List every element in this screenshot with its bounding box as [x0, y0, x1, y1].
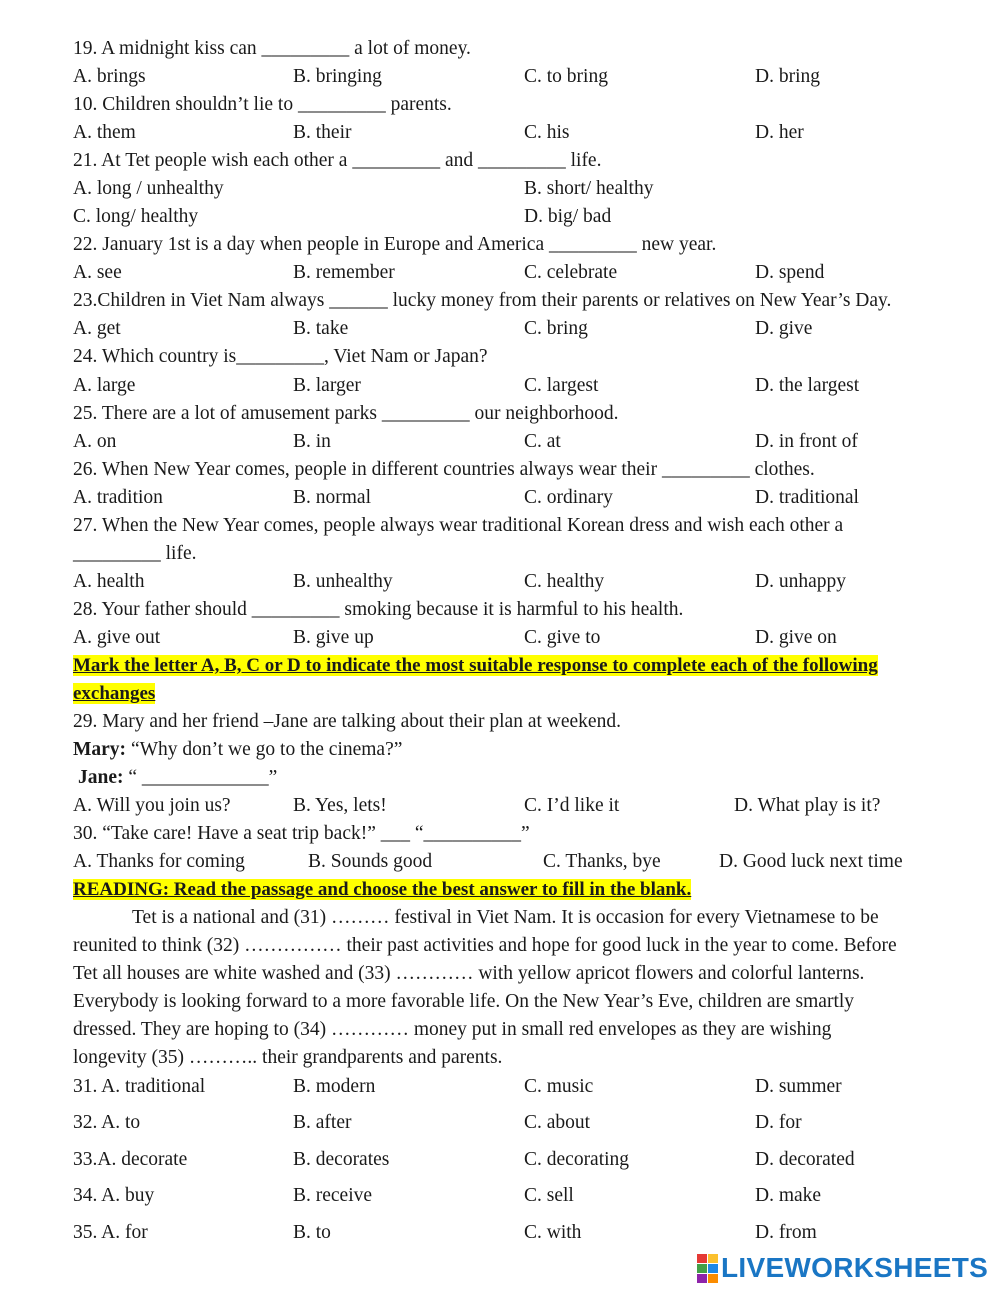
q23-option-a[interactable]: A. get	[73, 318, 121, 339]
passage-line-2: reunited to think (32) …………… their past activities and hope for good luck in the year to come. Before	[73, 935, 897, 956]
logo-cell	[697, 1264, 707, 1273]
passage-line-4: Everybody is looking forward to a more favorable life. On the New Year’s Eve, children are smartly	[73, 991, 855, 1012]
q22-option-b[interactable]: B. remember	[293, 262, 395, 283]
q32-option-c[interactable]: C. about	[524, 1112, 591, 1133]
q21-option-d[interactable]: D. big/ bad	[524, 206, 612, 227]
q19-option-b[interactable]: B. bringing	[293, 66, 382, 87]
q27-option-a[interactable]: A. health	[73, 571, 145, 592]
q33-option-a[interactable]: 33.A. decorate	[73, 1149, 188, 1170]
question-22-text: 22. January 1st is a day when people in Europe and America _________ new year.	[73, 234, 717, 255]
q26-option-d[interactable]: D. traditional	[755, 487, 859, 508]
q25-option-b[interactable]: B. in	[293, 431, 331, 452]
q32-option-d[interactable]: D. for	[755, 1112, 802, 1133]
q33-option-c[interactable]: C. decorating	[524, 1149, 630, 1170]
q21-option-c[interactable]: C. long/ healthy	[73, 206, 199, 227]
q21-option-b[interactable]: B. short/ healthy	[524, 178, 654, 199]
question-30-text: 30. “Take care! Have a seat trip back!” ___ “__________”	[73, 823, 530, 844]
passage-line-3: Tet all houses are white washed and (33) ………… with yellow apricot flowers and colorful lanterns.	[73, 963, 865, 984]
question-19-text: 19. A midnight kiss can _________ a lot of money.	[73, 38, 471, 59]
question-28-text: 28. Your father should _________ smoking because it is harmful to his health.	[73, 599, 684, 620]
q20-option-a[interactable]: A. them	[73, 122, 136, 143]
q34-option-a[interactable]: 34. A. buy	[73, 1185, 155, 1206]
question-21-text: 21. At Tet people wish each other a _________ and _________ life.	[73, 150, 602, 171]
question-27-text-cont: _________ life.	[73, 543, 197, 564]
q35-option-d[interactable]: D. from	[755, 1222, 817, 1243]
q27-option-c[interactable]: C. healthy	[524, 571, 605, 592]
q29-jane-line: Jane: “ _____________”	[78, 767, 278, 788]
passage-line-1: Tet is a national and (31) ……… festival in Viet Nam. It is occasion for every Vietnamese to be	[132, 907, 879, 928]
logo-cell	[708, 1274, 718, 1283]
q31-option-c[interactable]: C. music	[524, 1076, 594, 1097]
q29-option-d[interactable]: D. What play is it?	[734, 795, 881, 816]
q19-option-d[interactable]: D. bring	[755, 66, 820, 87]
q29-option-a[interactable]: A. Will you join us?	[73, 795, 231, 816]
q29-option-c[interactable]: C. I’d like it	[524, 795, 620, 816]
question-25-text: 25. There are a lot of amusement parks _________ our neighborhood.	[73, 403, 619, 424]
q26-option-b[interactable]: B. normal	[293, 487, 371, 508]
q30-option-a[interactable]: A. Thanks for coming	[73, 851, 245, 872]
logo-cell	[697, 1254, 707, 1263]
q24-option-c[interactable]: C. largest	[524, 375, 599, 396]
q19-option-a[interactable]: A. brings	[73, 66, 146, 87]
q22-option-a[interactable]: A. see	[73, 262, 122, 283]
q20-option-b[interactable]: B. their	[293, 122, 352, 143]
q34-option-b[interactable]: B. receive	[293, 1185, 373, 1206]
passage-line-5: dressed. They are hoping to (34) ………… money put in small red envelopes as they are wishing	[73, 1019, 832, 1040]
q21-option-a[interactable]: A. long / unhealthy	[73, 178, 224, 199]
q28-option-d[interactable]: D. give on	[755, 627, 837, 648]
question-29-text: 29. Mary and her friend –Jane are talking about their plan at weekend.	[73, 711, 621, 732]
q29-mary-line: Mary: “Why don’t we go to the cinema?”	[73, 739, 403, 760]
question-23-text: 23.Children in Viet Nam always ______ lucky money from their parents or relatives on New Year’s Day.	[73, 290, 892, 311]
q33-option-d[interactable]: D. decorated	[755, 1149, 855, 1170]
question-27-text: 27. When the New Year comes, people always wear traditional Korean dress and wish each other a	[73, 515, 844, 536]
q24-option-a[interactable]: A. large	[73, 375, 136, 396]
q24-option-d[interactable]: D. the largest	[755, 375, 860, 396]
q33-option-b[interactable]: B. decorates	[293, 1149, 390, 1170]
question-24-text: 24. Which country is_________, Viet Nam or Japan?	[73, 346, 488, 367]
q27-option-b[interactable]: B. unhealthy	[293, 571, 393, 592]
q22-option-d[interactable]: D. spend	[755, 262, 825, 283]
liveworksheets-logo-icon	[697, 1254, 718, 1283]
q28-option-a[interactable]: A. give out	[73, 627, 161, 648]
q35-option-c[interactable]: C. with	[524, 1222, 582, 1243]
q30-option-b[interactable]: B. Sounds good	[308, 851, 433, 872]
q23-option-b[interactable]: B. take	[293, 318, 349, 339]
section-heading-reading: READING: Read the passage and choose the best answer to fill in the blank.	[73, 879, 692, 900]
q26-option-c[interactable]: C. ordinary	[524, 487, 613, 508]
logo-cell	[697, 1274, 707, 1283]
q32-option-a[interactable]: 32. A. to	[73, 1112, 141, 1133]
q31-option-d[interactable]: D. summer	[755, 1076, 842, 1097]
liveworksheets-logo[interactable]	[697, 1252, 988, 1284]
q25-option-d[interactable]: D. in front of	[755, 431, 858, 452]
q19-option-c[interactable]: C. to bring	[524, 66, 608, 87]
passage-line-6: longevity (35) ……….. their grandparents and parents.	[73, 1047, 503, 1068]
section-heading-exchanges: Mark the letter A, B, C or D to indicate the most suitable response to complete each of the following	[73, 655, 878, 676]
question-26-text: 26. When New Year comes, people in different countries always wear their _________ clothes.	[73, 459, 815, 480]
liveworksheets-logo-text: LIVEWORKSHEETS	[721, 1252, 989, 1283]
q22-option-c[interactable]: C. celebrate	[524, 262, 618, 283]
q34-option-c[interactable]: C. sell	[524, 1185, 574, 1206]
q27-option-d[interactable]: D. unhappy	[755, 571, 846, 592]
q32-option-b[interactable]: B. after	[293, 1112, 352, 1133]
q30-option-c[interactable]: C. Thanks, bye	[543, 851, 661, 872]
q31-option-a[interactable]: 31. A. traditional	[73, 1076, 206, 1097]
q25-option-a[interactable]: A. on	[73, 431, 117, 452]
q20-option-d[interactable]: D. her	[755, 122, 804, 143]
q35-option-a[interactable]: 35. A. for	[73, 1222, 148, 1243]
q20-option-c[interactable]: C. his	[524, 122, 570, 143]
section-heading-exchanges-cont: exchanges	[73, 683, 156, 704]
logo-cell	[708, 1264, 718, 1273]
q30-option-d[interactable]: D. Good luck next time	[719, 851, 903, 872]
q35-option-b[interactable]: B. to	[293, 1222, 331, 1243]
q28-option-b[interactable]: B. give up	[293, 627, 374, 648]
q31-option-b[interactable]: B. modern	[293, 1076, 376, 1097]
logo-cell	[708, 1254, 718, 1263]
q29-option-b[interactable]: B. Yes, lets!	[293, 795, 387, 816]
question-20-text: 10. Children shouldn’t lie to _________ parents.	[73, 94, 452, 115]
q24-option-b[interactable]: B. larger	[293, 375, 361, 396]
q25-option-c[interactable]: C. at	[524, 431, 561, 452]
q23-option-c[interactable]: C. bring	[524, 318, 588, 339]
q23-option-d[interactable]: D. give	[755, 318, 813, 339]
q26-option-a[interactable]: A. tradition	[73, 487, 163, 508]
q28-option-c[interactable]: C. give to	[524, 627, 601, 648]
q34-option-d[interactable]: D. make	[755, 1185, 822, 1206]
